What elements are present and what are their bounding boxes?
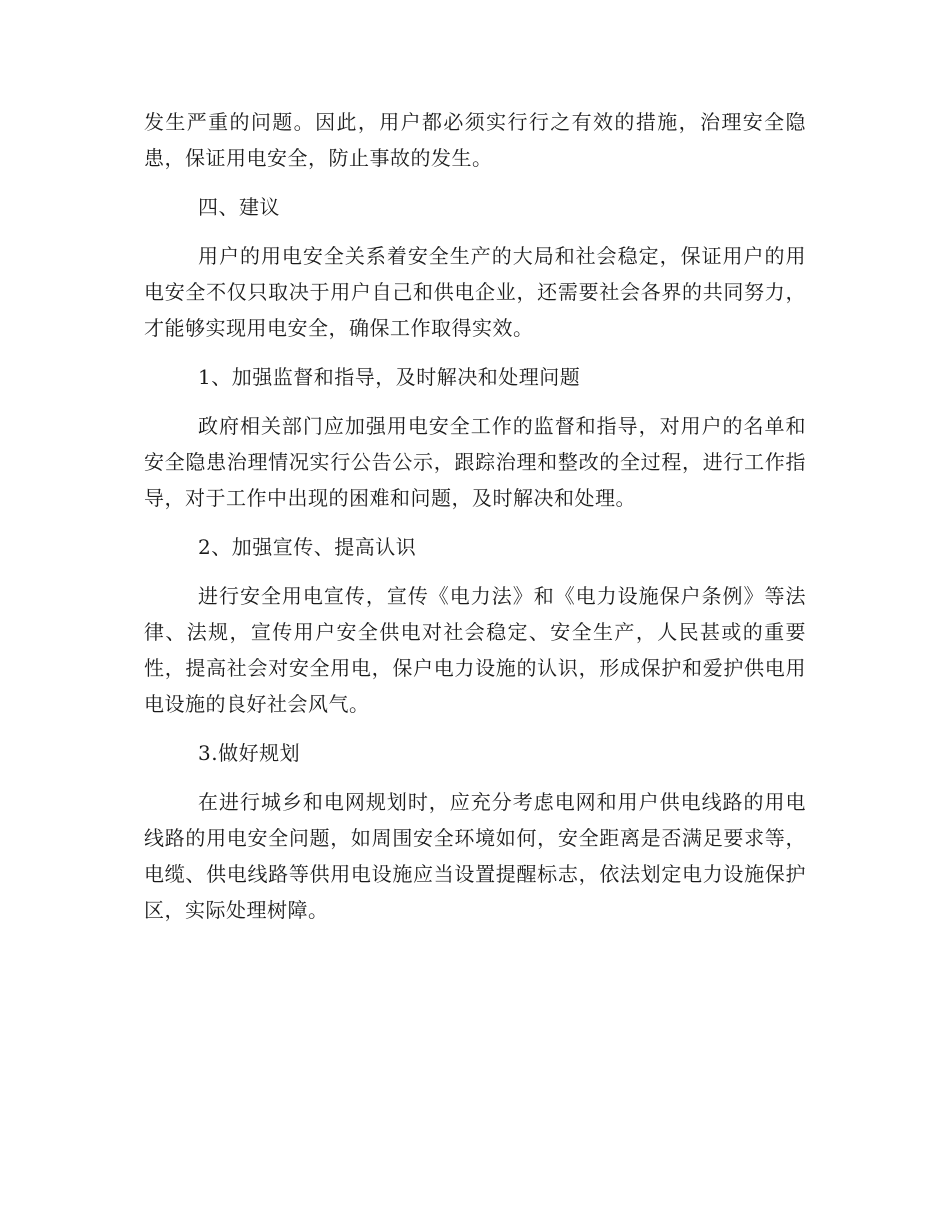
paragraph-supervision: 政府相关部门应加强用电安全工作的监督和指导，对用户的名单和安全隐患治理情况实行公告公示，跟踪治理和整改的全过程，进行工作指导，对于工作中出现的困难和问题，及时解决和处理。 [144, 414, 806, 510]
paragraph-planning: 在进行城乡和电网规划时，应充分考虑电网和用户供电线路的用电线路的用电安全问题，如周围安全环境如何，安全距离是否满足要求等，电缆、供电线路等供用电设施应当设置提醒标志，依法划定电力设施保护区，实际处理树障。 [144, 790, 806, 922]
subheading-planning: 3.做好规划 [198, 741, 301, 765]
paragraph-continuation: 发生严重的问题。因此，用户都必须实行行之有效的措施，治理安全隐患，保证用电安全，防止事故的发生。 [144, 110, 806, 170]
section-heading-suggestions: 四、建议 [198, 195, 280, 219]
document-body [144, 104, 806, 928]
subheading-supervision: 1、加强监督和指导，及时解决和处理问题 [198, 365, 581, 389]
paragraph-suggestions-intro: 用户的用电安全关系着安全生产的大局和社会稳定，保证用户的用电安全不仅只取决于用户自己和供电企业，还需要社会各界的共同努力，才能够实现用电安全，确保工作取得实效。 [144, 244, 806, 340]
subheading-publicity: 2、加强宣传、提高认识 [198, 535, 417, 559]
paragraph-publicity: 进行安全用电宣传，宣传《电力法》和《电力设施保户条例》等法律、法规，宣传用户安全供电对社会稳定、安全生产，人民甚或的重要性，提高社会对安全用电，保户电力设施的认识，形成保护和爱护供电用电设施的良好社会风气。 [144, 584, 806, 716]
